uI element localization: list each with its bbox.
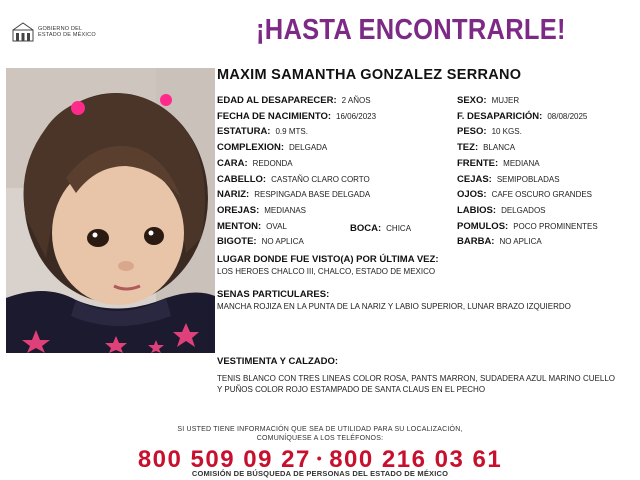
field-pomulos <box>457 221 598 232</box>
ojos-label: OJOS: <box>457 189 487 200</box>
ojos-value: CAFE OSCURO GRANDES <box>491 190 593 199</box>
desaparicion-value: 08/08/2025 <box>547 112 588 121</box>
logo-line2: ESTADO DE MÉXICO <box>38 32 96 38</box>
phone-separator: • <box>316 450 324 466</box>
headline-banner: ¡HASTA ENCONTRARLE! <box>256 14 566 46</box>
orejas-value: MEDIANAS <box>264 206 307 215</box>
missing-person-photo <box>6 68 215 353</box>
nacimiento-value: 16/06/2023 <box>336 112 377 121</box>
barba-label: BARBA: <box>457 236 495 247</box>
last-seen-label: LUGAR DONDE FUE VISTO(A) POR ÚLTIMA VEZ: <box>217 254 439 265</box>
edad-value: 2 AÑOS <box>341 96 371 105</box>
field-frente <box>457 158 540 169</box>
cabello-value: CASTAÑO CLARO CORTO <box>271 175 370 184</box>
estatura-label: ESTATURA: <box>217 126 271 137</box>
desaparicion-label: F. DESAPARICIÓN: <box>457 111 543 122</box>
bigote-label: BIGOTE: <box>217 236 257 247</box>
nariz-value: RESPINGADA BASE DELGADA <box>254 190 371 199</box>
field-cabello <box>217 174 370 185</box>
complexion-value: DELGADA <box>289 143 328 152</box>
menton-label: MENTON: <box>217 221 262 232</box>
bigote-value: NO APLICA <box>261 237 304 246</box>
estatura-value: 0.9 MTS. <box>275 127 308 136</box>
phone-2[interactable]: 800 216 03 61 <box>329 446 503 473</box>
menton-value: OVAL <box>266 222 287 231</box>
field-desaparicion <box>457 111 587 122</box>
tez-value: BLANCA <box>483 143 516 152</box>
field-tez <box>457 142 515 153</box>
sexo-value: MUJER <box>491 96 520 105</box>
field-sexo <box>457 95 519 106</box>
frente-value: MEDIANA <box>503 159 540 168</box>
peso-value: 10 KGS. <box>491 127 522 136</box>
field-cejas <box>457 174 560 185</box>
field-barba <box>457 236 542 247</box>
clothing-value: TENIS BLANCO CON TRES LINEAS COLOR ROSA, PANTS MARRON, SUDADERA AZUL MARINO CUELLO Y PUÑOS COLOR ROJO ESTAMPADO DE SANTA CLAUS EN EL PECHO <box>217 374 615 394</box>
nacimiento-label: FECHA DE NACIMIENTO: <box>217 111 331 122</box>
field-bigote <box>217 236 304 247</box>
boca-label: BOCA: <box>350 223 382 234</box>
commission-name: COMISIÓN DE BÚSQUEDA DE PERSONAS DEL ESTADO DE MÉXICO <box>191 469 449 478</box>
clothing-label: VESTIMENTA Y CALZADO: <box>217 356 339 367</box>
field-edad <box>217 95 371 106</box>
pomulos-value: POCO PROMINENTES <box>513 222 598 231</box>
field-cara <box>217 158 293 169</box>
marks-value: MANCHA ROJIZA EN LA PUNTA DE LA NARIZ Y LABIO SUPERIOR, LUNAR BRAZO IZQUIERDO <box>217 302 571 311</box>
labios-value: DELGADOS <box>501 206 546 215</box>
state-emblem-icon <box>12 22 34 42</box>
logo-line1: GOBIERNO DEL <box>38 25 83 32</box>
field-estatura <box>217 126 308 137</box>
barba-value: NO APLICA <box>499 237 542 246</box>
field-nacimiento <box>217 111 376 122</box>
tez-label: TEZ: <box>457 142 479 153</box>
frente-label: FRENTE: <box>457 158 499 169</box>
field-ojos <box>457 189 592 200</box>
cabello-label: CABELLO: <box>217 174 267 185</box>
phone-1[interactable]: 800 509 09 27 <box>137 446 311 473</box>
orejas-label: OREJAS: <box>217 205 260 216</box>
last-seen-value: LOS HEROES CHALCO III, CHALCO, ESTADO DE MEXICO <box>217 267 436 276</box>
field-peso <box>457 126 522 137</box>
cejas-value: SEMIPOBLADAS <box>496 175 560 184</box>
sexo-label: SEXO: <box>457 95 487 106</box>
person-name: MAXIM SAMANTHA GONZALEZ SERRANO <box>217 67 522 83</box>
field-nariz <box>217 189 370 200</box>
labios-label: LABIOS: <box>457 205 497 216</box>
field-orejas <box>217 205 306 216</box>
government-logo <box>12 22 96 42</box>
cejas-label: CEJAS: <box>457 174 492 185</box>
pomulos-label: POMULOS: <box>457 221 509 232</box>
cara-label: CARA: <box>217 158 248 169</box>
field-complexion <box>217 142 327 153</box>
boca-value: CHICA <box>386 224 412 233</box>
edad-label: EDAD AL DESAPARECER: <box>217 95 337 106</box>
field-menton <box>217 221 287 232</box>
peso-label: PESO: <box>457 126 487 137</box>
field-boca <box>350 223 411 234</box>
field-labios <box>457 205 546 216</box>
cara-value: REDONDA <box>252 159 293 168</box>
complexion-label: COMPLEXION: <box>217 142 285 153</box>
nariz-label: NARIZ: <box>217 189 250 200</box>
footer-note-1: SI USTED TIENE INFORMACIÓN QUE SEA DE UTILIDAD PARA SU LOCALIZACIÓN, <box>177 426 463 433</box>
footer-note-2: COMUNÍQUESE A LOS TELÉFONOS: <box>256 435 384 442</box>
marks-label: SENAS PARTICULARES: <box>217 289 330 300</box>
